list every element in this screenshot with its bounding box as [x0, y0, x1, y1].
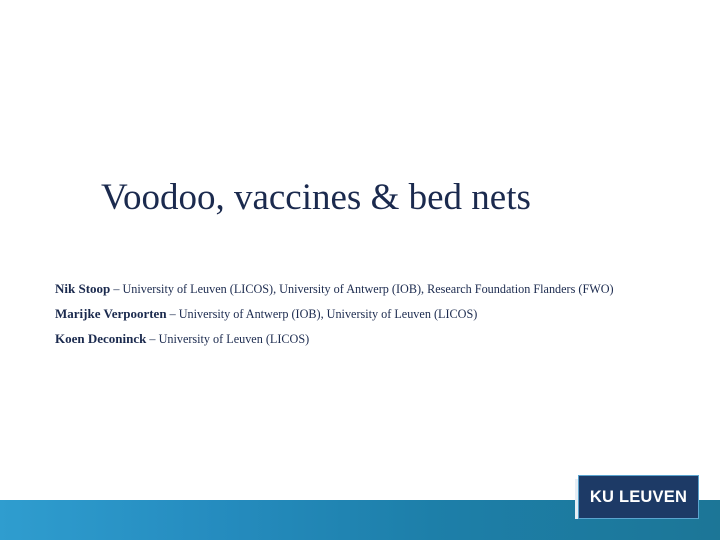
slide-title: Voodoo, vaccines & bed nets — [101, 177, 531, 218]
author-separator: – — [166, 307, 179, 321]
author-line-verpoorten — [55, 307, 715, 321]
logo-text: KU LEUVEN — [589, 487, 688, 506]
author-list — [55, 282, 715, 357]
author-line-deconinck — [55, 332, 715, 346]
author-name: Koen Deconinck — [55, 331, 147, 346]
author-name: Nik Stoop — [55, 281, 111, 296]
author-name: Marijke Verpoorten — [55, 306, 167, 321]
author-separator: – — [146, 332, 159, 346]
author-line-stoop — [55, 282, 715, 296]
ku-leuven-logo — [578, 475, 699, 519]
logo-accent-bar — [575, 479, 578, 519]
author-affiliation: University of Leuven (LICOS) — [158, 332, 310, 346]
author-affiliation: University of Leuven (LICOS), University of Antwerp (IOB), Research Foundation Flanders (FWO) — [122, 282, 614, 296]
author-affiliation: University of Antwerp (IOB), University of Leuven (LICOS) — [178, 307, 478, 321]
author-separator: – — [110, 282, 123, 296]
